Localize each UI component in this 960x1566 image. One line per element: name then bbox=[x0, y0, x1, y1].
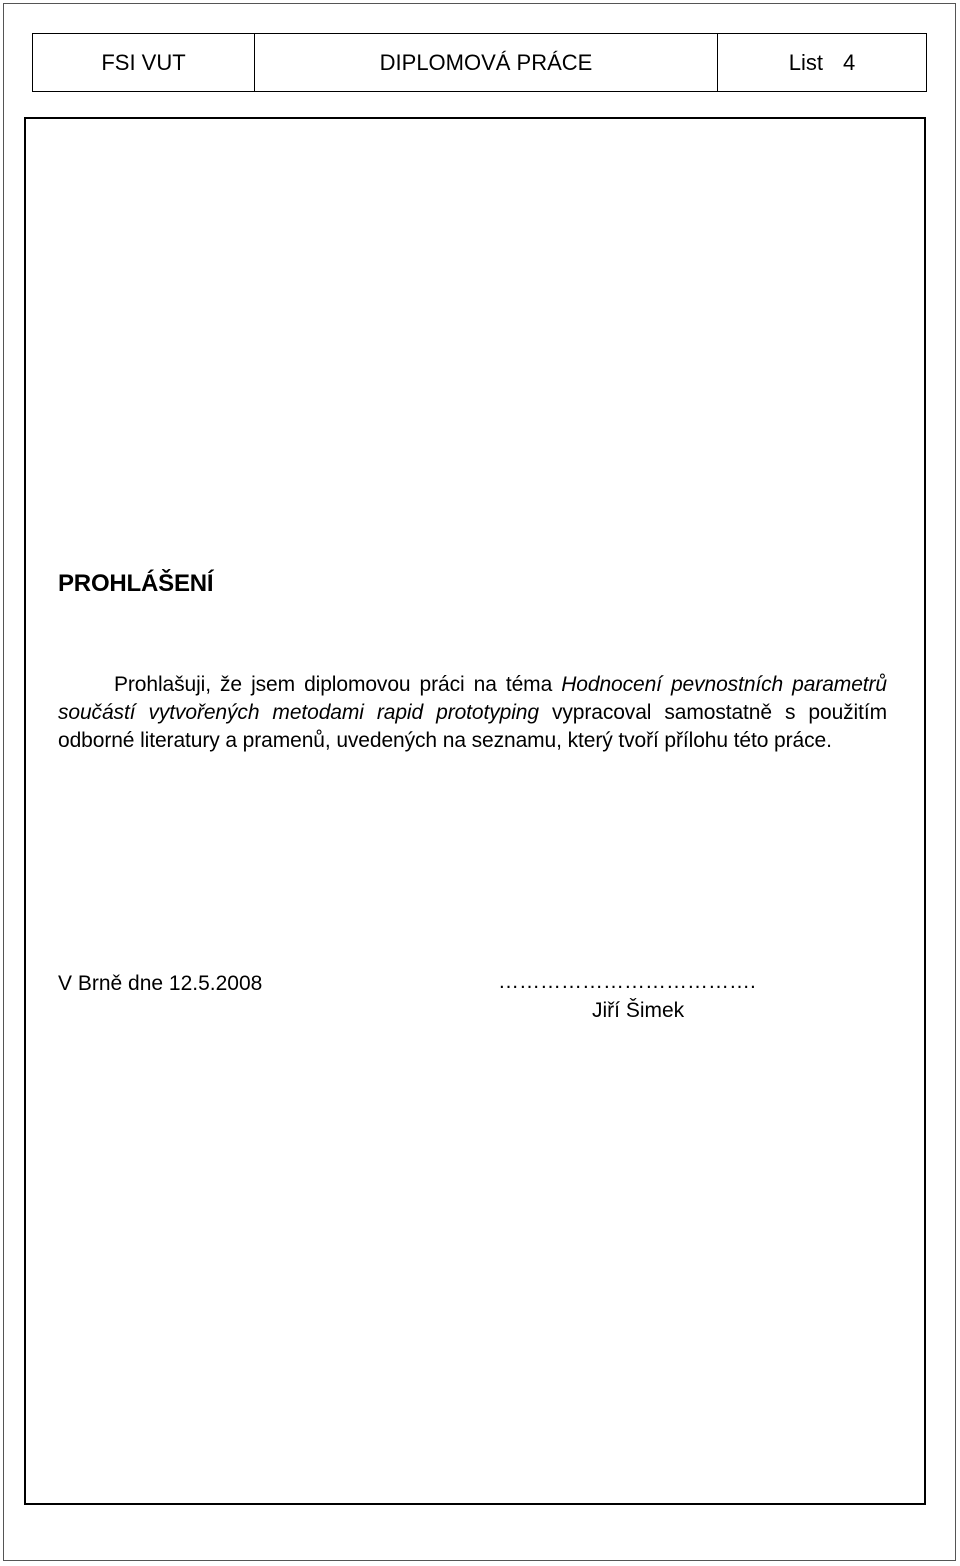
header-document-type: DIPLOMOVÁ PRÁCE bbox=[255, 34, 718, 91]
declaration-text bbox=[58, 671, 887, 755]
signature-line: ………………………………. bbox=[498, 970, 756, 993]
header-school: FSI VUT bbox=[33, 34, 255, 91]
content-frame bbox=[24, 117, 926, 1505]
declaration-text-before: Prohlašuji, že jsem diplomovou práci na téma bbox=[114, 673, 562, 696]
author-name: Jiří Šimek bbox=[592, 999, 685, 1022]
sheet-number: 4 bbox=[843, 49, 856, 75]
page-header bbox=[32, 33, 927, 92]
header-sheet bbox=[718, 34, 926, 91]
sheet-label: List bbox=[788, 49, 823, 75]
declaration-heading: PROHLÁŠENÍ bbox=[58, 570, 214, 597]
thesis-title: Hodnocení pevnostních parametrů součástí vytvořených metodami rapid prototyping bbox=[58, 673, 887, 724]
declaration-text-after: vypracoval samostatně s použitím odborné literatury a pramenů, uvedených na seznamu, který tvoří přílohu této práce. bbox=[58, 701, 887, 752]
place-date: V Brně dne 12.5.2008 bbox=[58, 972, 263, 995]
